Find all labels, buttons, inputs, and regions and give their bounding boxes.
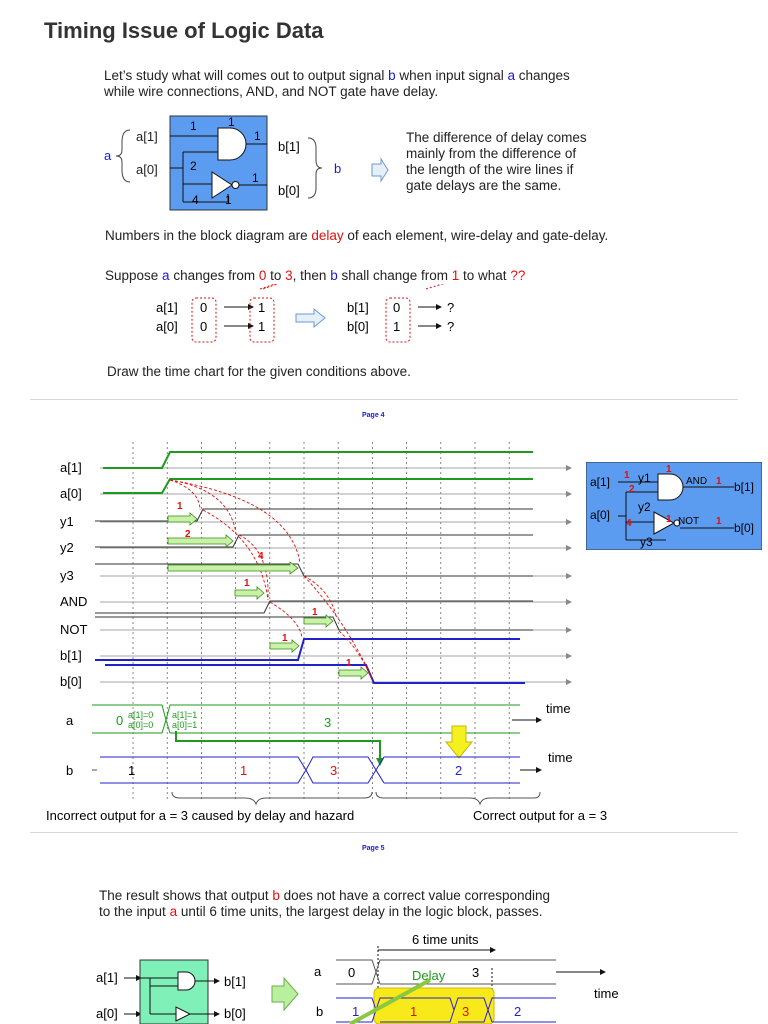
signal-label: a[1] [60, 460, 82, 475]
text: until 6 time units, the largest delay in the logic block, passes. [177, 904, 543, 919]
delay-num: 2 [185, 529, 191, 540]
six-time-units: 6 time units [412, 932, 479, 947]
bus-a-sub: a[1]=1 [172, 710, 198, 720]
delay-numbers [177, 501, 352, 669]
summary-b-val: 1 [410, 1004, 418, 1019]
signal-label: a[0] [60, 486, 82, 501]
arrowhead [536, 717, 542, 723]
arrowhead [566, 573, 572, 579]
delay-num: 1 [624, 470, 630, 481]
delay-num: 4 [626, 518, 632, 529]
gate-and-label: AND [686, 476, 708, 487]
intro-b: b [388, 68, 396, 83]
table-val: 0 [200, 319, 208, 334]
arrowhead [436, 323, 442, 329]
bus-b-seg [376, 757, 520, 783]
bus-b-value: 2 [455, 763, 463, 778]
delay-num: 1 [312, 607, 318, 618]
summary-b: b [316, 1004, 324, 1019]
note-line: the length of the wire lines if [406, 162, 574, 177]
delay-num: 1 [244, 578, 250, 589]
text: Numbers in the block diagram are [105, 228, 312, 243]
delay-arrow [168, 535, 233, 547]
table-b1: b[1] [347, 300, 369, 315]
arrowhead [248, 323, 254, 329]
time-label: time [548, 750, 573, 765]
bus-a-top [92, 705, 520, 720]
time-label: time [546, 701, 571, 716]
wave-b0 [105, 665, 525, 683]
gate-y2: y2 [638, 500, 651, 514]
delay-num: 1 [254, 129, 261, 143]
table-a0: a[0] [156, 319, 178, 334]
text: of each element, wire-delay and gate-delay. [343, 228, 609, 243]
causal-line [176, 731, 380, 760]
note-line: mainly from the difference of [406, 146, 577, 161]
arrowhead [214, 978, 220, 984]
note-line: gate delays are the same. [406, 178, 562, 193]
arrowhead [566, 599, 572, 605]
incorrect-caption: Incorrect output for a = 3 caused by delay and hazard [46, 808, 355, 823]
result-paragraph [99, 888, 719, 920]
intro-text: Let’s study what will comes out to output signal [104, 68, 389, 83]
page-title: Timing Issue of Logic Data [44, 18, 324, 43]
arrowhead [566, 679, 572, 685]
a-word: a [162, 268, 170, 283]
bus-b-label: b [66, 763, 74, 778]
text: shall change from [337, 268, 452, 283]
diagram-b0: b[0] [278, 183, 300, 198]
value: 3 [285, 268, 293, 283]
bus-b-seg [306, 757, 376, 783]
dashed-pointer [426, 284, 462, 289]
bus-a-value: 0 [116, 713, 124, 728]
arrowhead [566, 465, 572, 471]
table-a1: a[1] [156, 300, 178, 315]
signal-label: y1 [60, 514, 74, 529]
arrowhead [490, 947, 496, 953]
summary-time: time [594, 986, 619, 1001]
signal-label: AND [60, 594, 88, 609]
b-word: b [272, 888, 280, 903]
bus-a-label: a [66, 713, 74, 728]
delay-num: 4 [192, 193, 199, 207]
arrowhead [214, 1011, 220, 1017]
wave-a0 [103, 479, 533, 493]
table-q: ? [447, 300, 455, 315]
text: does not have a correct value corresponding [279, 888, 551, 903]
arrowhead [566, 545, 572, 551]
right-arrow-icon [296, 309, 325, 327]
wave-y2 [95, 535, 533, 547]
bus-a-sub: a[0]=1 [172, 720, 198, 730]
delay-num: 2 [629, 484, 635, 495]
bottom-brace [376, 792, 540, 804]
summary-diagram [0, 928, 768, 1024]
wave-y3 [95, 564, 533, 576]
gate-y3: y3 [640, 535, 653, 549]
arrowhead [566, 627, 572, 633]
arrowhead [600, 969, 606, 975]
bus-a-sub: a[1]=0 [128, 710, 154, 720]
delay-num: 1 [346, 658, 352, 669]
delay-arrow [339, 667, 368, 679]
bus-a [336, 960, 556, 984]
signal-label: b[0] [60, 674, 82, 689]
diagram-b1: b[1] [278, 139, 300, 154]
diagram-a0: a[0] [136, 162, 158, 177]
intro-text: changes [515, 68, 570, 83]
summary-a-val: 3 [472, 965, 480, 980]
delay-num: 1 [190, 119, 197, 133]
arrowhead [248, 304, 254, 310]
signal-baselines [100, 465, 572, 685]
suppose-line [105, 268, 525, 284]
table-val: 0 [393, 300, 401, 315]
arrowhead [536, 767, 542, 773]
numbers-line [105, 228, 608, 244]
delay-num: 1 [177, 501, 183, 512]
note-line: The difference of delay comes [406, 130, 587, 145]
question-marks: ?? [510, 268, 526, 283]
table-b0: b[0] [347, 319, 369, 334]
gate-b0: b[0] [734, 521, 755, 535]
delay-highlight [374, 988, 494, 1024]
dashed-pointer [260, 284, 300, 289]
bus-b-value: 1 [128, 763, 136, 778]
table-val: 1 [393, 319, 401, 334]
summary-a: a [314, 964, 322, 979]
signal-label: y3 [60, 568, 74, 583]
delay-num: 1 [225, 193, 232, 207]
delay-num: 1 [716, 476, 722, 487]
bottom-brace [172, 792, 372, 804]
gate-b1: b[1] [734, 480, 755, 494]
not-bubble [232, 182, 239, 189]
table-val: 1 [258, 319, 266, 334]
delay-word: delay [311, 228, 344, 243]
text: The result shows that output [99, 888, 273, 903]
bus-b-value: 3 [330, 763, 338, 778]
text: Suppose [105, 268, 163, 283]
signal-label: b[1] [60, 648, 82, 663]
wave-y1 [95, 509, 533, 521]
table-val: 0 [200, 300, 208, 315]
delay-label: Delay [412, 968, 446, 983]
gate-y1: y1 [638, 471, 651, 485]
summary-b-val: 3 [462, 1004, 470, 1019]
bottom-b1: b[1] [224, 974, 246, 989]
b-word: b [330, 268, 338, 283]
arrowhead [436, 304, 442, 310]
bus-a-value: 3 [324, 715, 332, 730]
text: , then [292, 268, 331, 283]
arrowhead [566, 519, 572, 525]
delay-note [406, 130, 626, 194]
text: to [266, 268, 286, 283]
causality-curves [170, 480, 372, 680]
and-gate [658, 474, 683, 500]
signal-label: NOT [60, 622, 88, 637]
gate-a0: a[0] [590, 508, 611, 522]
text: changes from [169, 268, 259, 283]
a-word: a [169, 904, 178, 919]
wave-b1 [95, 639, 520, 660]
right-arrow-icon [372, 159, 388, 181]
page-number: Page 4 [362, 412, 385, 419]
bus-a-sub: a[0]=0 [128, 720, 154, 730]
text: to the input [99, 904, 170, 919]
wave-a1 [103, 452, 533, 468]
delay-arrow [168, 513, 197, 525]
summary-b-val: 1 [352, 1004, 360, 1019]
delay-num: 1 [228, 115, 235, 129]
delay-num: 1 [666, 514, 672, 525]
correct-arrow-icon [446, 726, 472, 758]
intro-paragraph [104, 68, 704, 100]
diagram-b-label: b [334, 161, 342, 176]
diagram-a1: a[1] [136, 129, 158, 144]
summary-b-val: 2 [514, 1004, 522, 1019]
page-number: Page 5 [362, 845, 385, 852]
table-q: ? [447, 319, 455, 334]
delay-num: 1 [282, 633, 288, 644]
text: to what [459, 268, 511, 283]
intro-a: a [507, 68, 516, 83]
arrowhead [566, 491, 572, 497]
table-val: 1 [258, 300, 266, 315]
intro-line2: while wire connections, AND, and NOT gate have delay. [104, 84, 439, 99]
and-gate [178, 972, 195, 990]
left-brace [116, 130, 130, 182]
delay-num: 1 [666, 464, 672, 475]
bottom-b0: b[0] [224, 1006, 246, 1021]
signal-label: y2 [60, 540, 74, 555]
gate-a1: a[1] [590, 475, 611, 489]
delay-num: 1 [252, 171, 259, 185]
diagram-a-label: a [104, 148, 112, 163]
page-divider [30, 399, 738, 400]
bus-b-value: 1 [240, 763, 248, 778]
and-gate [218, 128, 246, 160]
gate-not-label: NOT [678, 516, 700, 527]
arrowhead [566, 653, 572, 659]
signal-labels [60, 460, 88, 689]
right-brace [308, 138, 322, 198]
right-arrow-icon [272, 978, 298, 1010]
value-table [150, 284, 480, 348]
gate-diagram [586, 462, 762, 550]
draw-instruction: Draw the time chart for the given conditions above. [107, 364, 411, 379]
bottom-a0: a[0] [96, 1006, 118, 1021]
summary-a-val: 0 [348, 965, 356, 980]
value: 1 [451, 268, 460, 283]
delay-num: 4 [258, 551, 264, 562]
delay-num: 1 [716, 516, 722, 527]
page-divider [30, 832, 738, 833]
block-diagram [90, 112, 400, 216]
intro-text: when input signal [395, 68, 508, 83]
value: 0 [258, 268, 267, 283]
correct-caption: Correct output for a = 3 [473, 808, 608, 823]
delay-num: 2 [190, 159, 197, 173]
bottom-a1: a[1] [96, 970, 118, 985]
